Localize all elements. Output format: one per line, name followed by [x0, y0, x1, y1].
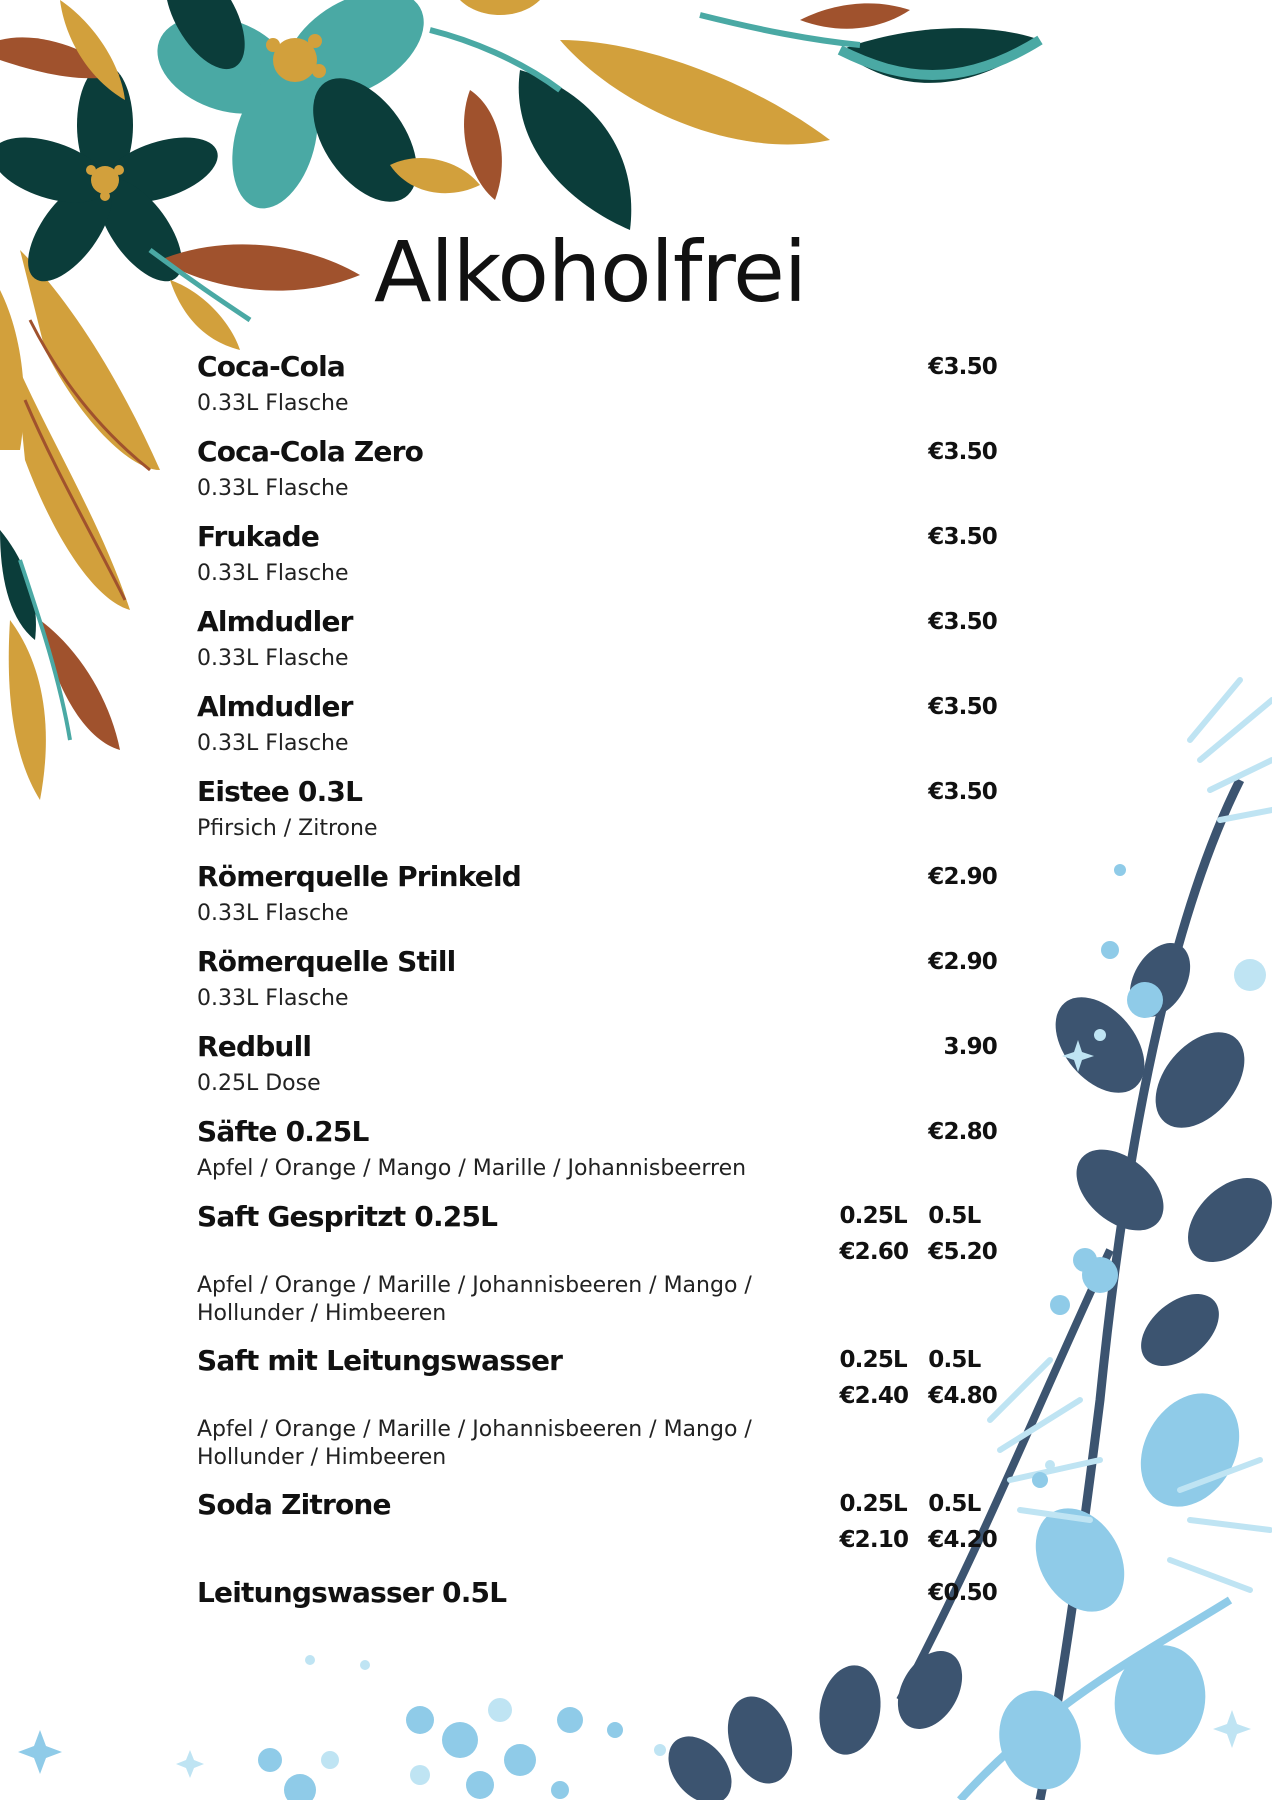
item-description: 0.33L Flasche [197, 646, 349, 671]
item-description: 0.33L Flasche [197, 731, 349, 756]
item-description: 0.33L Flasche [197, 561, 349, 586]
item-price: 3.90 [943, 1034, 997, 1060]
item-price: €2.40 [839, 1383, 909, 1409]
item-price: €3.50 [928, 439, 997, 465]
size-price-grid [839, 1488, 997, 1556]
item-name: Coca-Cola [197, 350, 345, 383]
item-price: €3.50 [928, 694, 997, 720]
size-price-grid [839, 1200, 997, 1268]
item-name: Eistee 0.3L [197, 775, 363, 808]
item-price: €3.50 [928, 779, 997, 805]
item-price: €2.60 [839, 1239, 909, 1265]
item-price: €2.90 [928, 864, 997, 890]
item-name: Säfte 0.25L [197, 1115, 369, 1148]
item-name: Saft mit Leitungswasser [197, 1344, 563, 1377]
item-name: Redbull [197, 1030, 312, 1063]
item-description: 0.33L Flasche [197, 986, 349, 1011]
size-label: 0.25L [839, 1491, 907, 1517]
item-price: €2.90 [928, 949, 997, 975]
item-name: Coca-Cola Zero [197, 435, 424, 468]
item-name: Almdudler [197, 690, 353, 723]
item-name: Römerquelle Still [197, 945, 456, 978]
size-price-grid [839, 1344, 997, 1412]
size-label: 0.5L [928, 1347, 981, 1373]
size-label: 0.25L [839, 1347, 907, 1373]
item-price: €2.10 [839, 1527, 909, 1553]
item-name: Saft Gespritzt 0.25L [197, 1200, 498, 1233]
item-description: 0.33L Flasche [197, 391, 349, 416]
item-description: Apfel / Orange / Marille / Johannisbeeren / Mango / Hollunder / Himbeeren [197, 1417, 752, 1470]
item-description: Apfel / Orange / Mango / Marille / Johannisbeerren [197, 1156, 747, 1181]
item-description: 0.33L Flasche [197, 901, 349, 926]
page-title: Alkoholfrei [374, 223, 807, 321]
size-label: 0.5L [928, 1491, 981, 1517]
item-name: Almdudler [197, 605, 353, 638]
item-price: €3.50 [928, 354, 997, 380]
size-label: 0.5L [928, 1203, 981, 1229]
item-name: Römerquelle Prinkeld [197, 860, 522, 893]
item-price: €4.20 [928, 1527, 997, 1553]
item-name: Frukade [197, 520, 320, 553]
item-price: €4.80 [928, 1383, 997, 1409]
item-name: Soda Zitrone [197, 1488, 391, 1521]
item-description: Apfel / Orange / Marille / Johannisbeeren / Mango / Hollunder / Himbeeren [197, 1273, 752, 1326]
item-price: €3.50 [928, 524, 997, 550]
size-label: 0.25L [839, 1203, 907, 1229]
item-price: €2.80 [928, 1119, 997, 1145]
item-description: 0.25L Dose [197, 1071, 321, 1096]
item-description: Pfirsich / Zitrone [197, 816, 378, 841]
item-price: €5.20 [928, 1239, 997, 1265]
item-price: €3.50 [928, 609, 997, 635]
item-name: Leitungswasser 0.5L [197, 1576, 507, 1609]
item-description: 0.33L Flasche [197, 476, 349, 501]
item-price: €0.50 [928, 1580, 997, 1606]
